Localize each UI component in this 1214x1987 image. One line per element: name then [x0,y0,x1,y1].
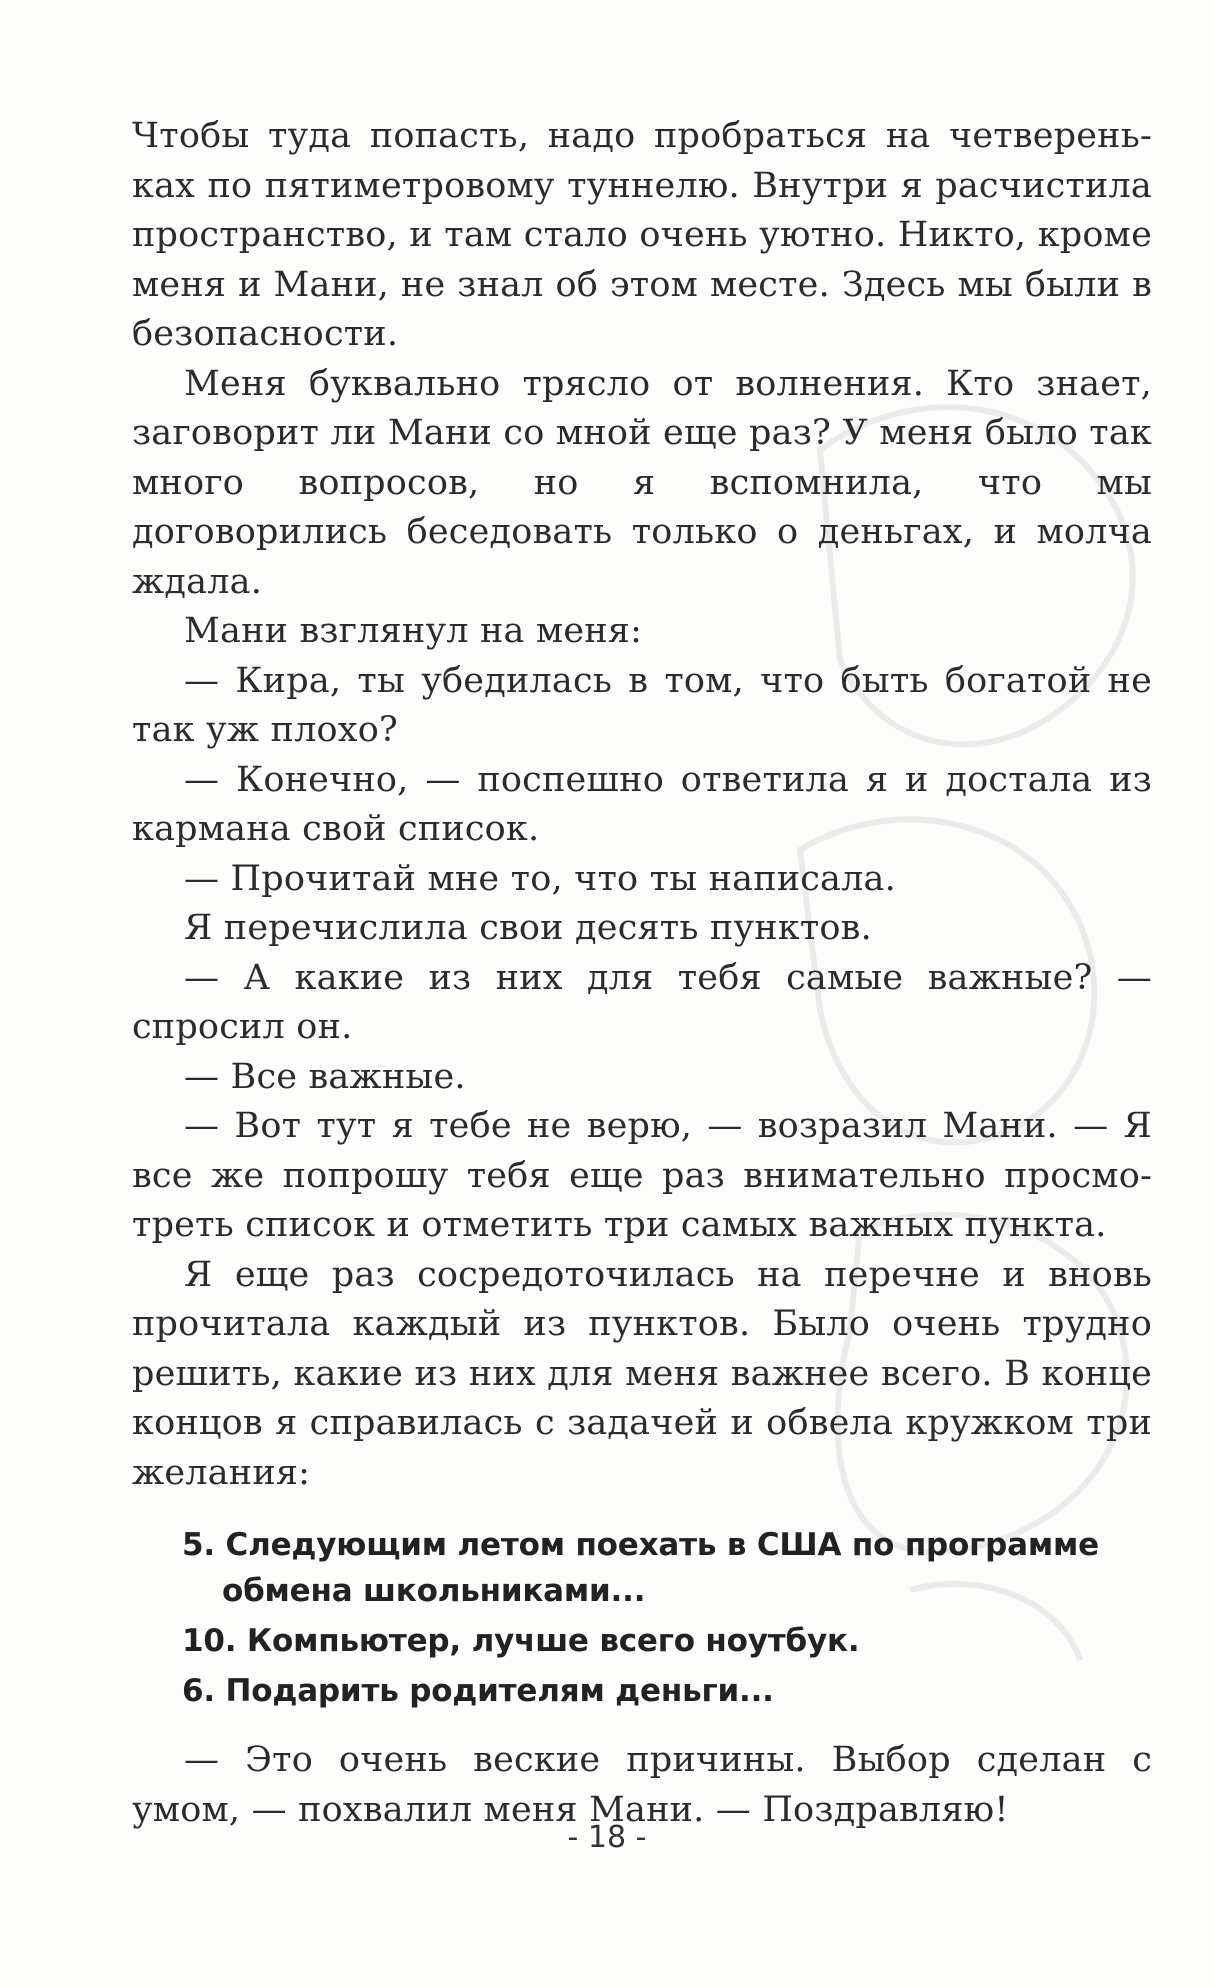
paragraph-8: — А какие из них для тебя самые важные? — спросил он. [132,957,1152,1047]
page-text [132,112,1152,1835]
wish-list-item: 10. Компьютер, лучше всего ноутбук. [182,1623,860,1659]
paragraph-3: Мани взглянул на меня: [184,611,643,651]
paragraph-2: Меня буквально трясло от волнения. Кто знает, заговорит ли Мани со мной еще раз? У меня было так много вопросов, но я вспомнила, что мы договорились беседовать только о деньгах, и молча ждала. [132,363,1152,602]
paragraph-9: — Все важные. [184,1056,466,1097]
paragraph-1: Чтобы туда попасть, надо пробраться на четверень-ках по пятиметровому туннелю. Внутри я расчистила пространство, и там стало очень уютно. Никто, кроме меня и Мани, не знал об этом месте. Здесь мы были в безопасности. [132,116,1152,354]
wish-list [132,1522,1152,1714]
wish-list-item: 5. Следующим летом поехать в США по программе обмена школьниками... [182,1527,1099,1609]
page-number: - 18 - [567,1820,647,1855]
paragraph-7: Я перечислила свои десять пунктов. [184,908,872,948]
paragraph-11: Я еще раз сосредоточилась на перечне и вновь прочитала каждый из пунктов. Было очень трудно решить, какие из них для меня важнее всего. В конце концов я справилась с задачей и обвела кружком три желания: [132,1254,1152,1493]
closing-paragraph: — Это очень веские причины. Выбор сделан с умом, — похвалил меня Мани. — Поздравляю! [132,1740,1152,1830]
paragraph-4: — Кира, ты убедилась в том, что быть богатой не так уж плохо? [132,660,1152,750]
paragraph-5: — Конечно, — поспешно ответила я и достала из кармана свой список. [132,759,1152,849]
wish-list-item: 6. Подарить родителям деньги... [182,1673,774,1709]
paragraph-6: — Прочитай мне то, что ты написала. [184,858,896,899]
paragraph-10: — Вот тут я тебе не верю, — возразил Мани. — Я все же попрошу тебя еще раз внимательно просмо-треть список и отметить три самых важных пункта. [132,1106,1152,1245]
